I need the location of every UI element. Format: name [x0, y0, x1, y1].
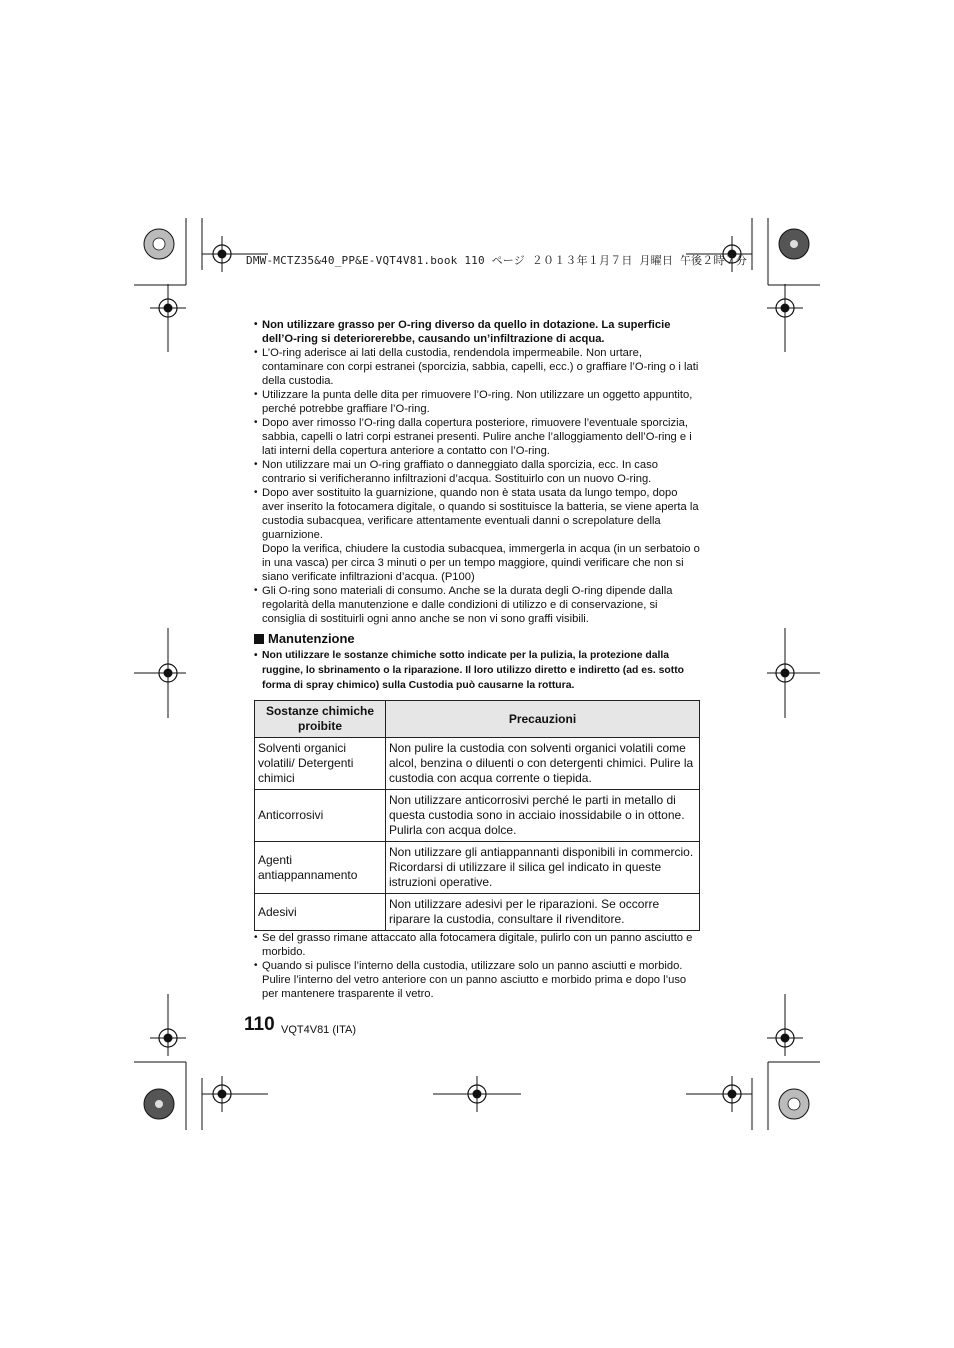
table-cell: Solventi organici volatili/ Detergenti chimici: [255, 738, 386, 790]
starburst-icon: [144, 229, 174, 259]
square-bullet-icon: [254, 634, 264, 644]
table-cell: Anticorrosivi: [255, 790, 386, 842]
file-header-line: DMW-MCTZ35&40_PP&E-VQT4V81.book 110 ページ ２０１３年１月７日 月曜日 午後２時７分: [246, 254, 748, 267]
list-item: • Dopo aver rimosso l’O-ring dalla copertura posteriore, rimuovere l’eventuale sporcizia, sabbia, capelli o latri corpi estranei presenti. Pulire anche l’alloggiamento dell’O-ring e i lati interni della copertura anteriore a contatto con l’O-ring.: [254, 416, 700, 458]
list-item: • Gli O-ring sono materiali di consumo. Anche se la durata degli O-ring dipende dalla regolarità della manutenzione e dalle condizioni di utilizzo e di conservazione, si consiglia di sostituirli ogni anno anche se non vi sono graffi visibili.: [254, 584, 700, 626]
list-item: [254, 486, 700, 584]
starburst-icon: [779, 1089, 809, 1119]
column-header: Precauzioni: [386, 701, 700, 738]
table-cell: Agenti antiappannamento: [255, 842, 386, 894]
list-item: • Non utilizzare mai un O-ring graffiato o danneggiato dalla sporcizia, ecc. In caso contrario si verificheranno infiltrazioni d’acqua. Sostituirlo con un nuovo O-ring.: [254, 458, 700, 486]
document-code: VQT4V81 (ITA): [281, 1024, 356, 1036]
list-item: • Utilizzare la punta delle dita per rimuovere l’O-ring. Non utilizzare un oggetto appuntito, perché potrebbe graffiare l’O-ring.: [254, 388, 700, 416]
table-row: [255, 790, 700, 842]
bullet-list-top: [254, 318, 700, 626]
column-header: Sostanze chimiche proibite: [255, 701, 386, 738]
list-item-continuation: Dopo la verifica, chiudere la custodia subacquea, immergerla in acqua (in un serbatoio o in una vasca) per circa 3 minuti o per un tempo maggiore, quindi verificare che non si siano verificate infiltrazioni d’acqua. (P100): [262, 543, 700, 583]
list-item: • L’O-ring aderisce ai lati della custodia, rendendola impermeabile. Non urtare, contaminare con corpi estranei (sporcizia, sabbia, capelli, ecc.) o graffiare l’O-ring o i lati della custodia.: [254, 346, 700, 388]
prohibited-substances-table: [254, 700, 700, 931]
table-cell: Adesivi: [255, 894, 386, 931]
table-row: [255, 894, 700, 931]
starburst-icon: [144, 1089, 174, 1119]
table-row: [255, 842, 700, 894]
table-row: [255, 738, 700, 790]
page-number: 110: [244, 1014, 275, 1035]
list-item: • Non utilizzare grasso per O-ring diverso da quello in dotazione. La superficie dell’O-ring si deteriorerebbe, causando un’infiltrazione di acqua.: [254, 318, 700, 346]
list-item: • Quando si pulisce l’interno della custodia, utilizzare solo un panno asciutti e morbido. Pulire l’interno del vetro anteriore con un panno asciutto e morbido prima e dopo l’uso per mantenere trasparente il vetro.: [254, 959, 700, 1001]
table-cell: Non pulire la custodia con solventi organici volatili come alcol, benzina o diluenti o con detergenti chimici. Pulire la custodia con acqua corrente o tiepida.: [386, 738, 700, 790]
table-cell: Non utilizzare gli antiappannanti disponibili in commercio. Ricordarsi di utilizzare il silica gel indicato in queste istruzioni operative.: [386, 842, 700, 894]
table-cell: Non utilizzare adesivi per le riparazioni. Se occorre riparare la custodia, consultare il rivenditore.: [386, 894, 700, 931]
list-item-text: Dopo aver sostituito la guarnizione, quando non è stata usata da lungo tempo, dopo aver inserito la fotocamera digitale, o quando si sostituisce la batteria, se viene aperta la custodia subacquea, verificare attentamente eventuali danni o screpolature della guarnizione.: [262, 487, 699, 541]
starburst-icon: [779, 229, 809, 259]
bullet-list-after: [254, 931, 700, 1001]
table-header-row: [255, 701, 700, 738]
warning-list: [254, 648, 700, 693]
table-cell: Non utilizzare anticorrosivi perché le parti in metallo di questa custodia sono in acciaio inossidabile o in ottone. Pulirla con acqua dolce.: [386, 790, 700, 842]
section-heading: [254, 630, 700, 648]
section-title: Manutenzione: [268, 631, 355, 646]
warning-text: • Non utilizzare le sostanze chimiche sotto indicate per la pulizia, la protezione dalla ruggine, lo sbrinamento o la riparazione. Il loro utilizzo diretto e indiretto (ad es. sotto forma di spray chimico) sulla Custodia può causarne la rottura.: [254, 648, 700, 693]
list-item: • Se del grasso rimane attaccato alla fotocamera digitale, pulirlo con un panno asciutto e morbido.: [254, 931, 700, 959]
page-content: [254, 318, 700, 1001]
